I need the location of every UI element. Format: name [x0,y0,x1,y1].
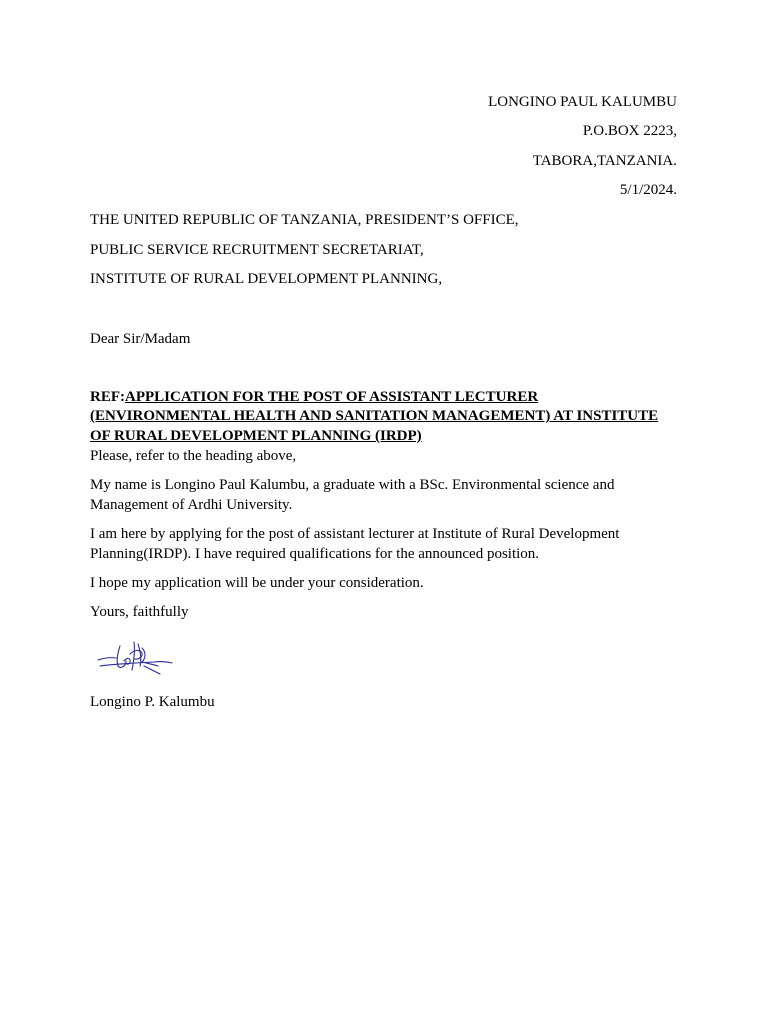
reference-title-3: OF RURAL DEVELOPMENT PLANNING (IRDP) [90,428,422,444]
reference-line-3 [90,427,422,447]
signed-name: Longino P. Kalumbu [90,694,215,710]
closing: Yours, faithfully [90,604,189,620]
body-paragraph-1: Please, refer to the heading above, [90,448,297,464]
body-paragraph-3: I am here by applying for the post of assistant lecturer at Institute of Rural Development Planning(IRDP). I have required qualifications for the announced position. [90,526,620,562]
salutation: Dear Sir/Madam [90,331,191,347]
sender-name: LONGINO PAUL KALUMBU [488,94,677,110]
handwritten-signature-icon [94,636,176,678]
reference-line-2 [90,407,658,427]
body-paragraph-4: I hope my application will be under your consideration. [90,575,424,591]
reference-prefix: REF: [90,389,125,405]
body-paragraph-2: My name is Longino Paul Kalumbu, a graduate with a BSc. Environmental science and Management of Ardhi University. [90,477,615,513]
reference-title-2: (ENVIRONMENTAL HEALTH AND SANITATION MANAGEMENT) AT INSTITUTE [90,408,659,424]
recipient-line-1: THE UNITED REPUBLIC OF TANZANIA, PRESIDENT’S OFFICE, [90,212,519,228]
reference-line-1 [90,388,538,408]
letter-date: 5/1/2024. [619,182,677,198]
sender-city: TABORA,TANZANIA. [532,153,677,169]
recipient-line-3: INSTITUTE OF RURAL DEVELOPMENT PLANNING, [90,271,443,287]
recipient-line-2: PUBLIC SERVICE RECRUITMENT SECRETARIAT, [90,242,424,258]
reference-title-1: APPLICATION FOR THE POST OF ASSISTANT LECTURER [125,389,539,405]
sender-po-box: P.O.BOX 2223, [582,123,677,139]
